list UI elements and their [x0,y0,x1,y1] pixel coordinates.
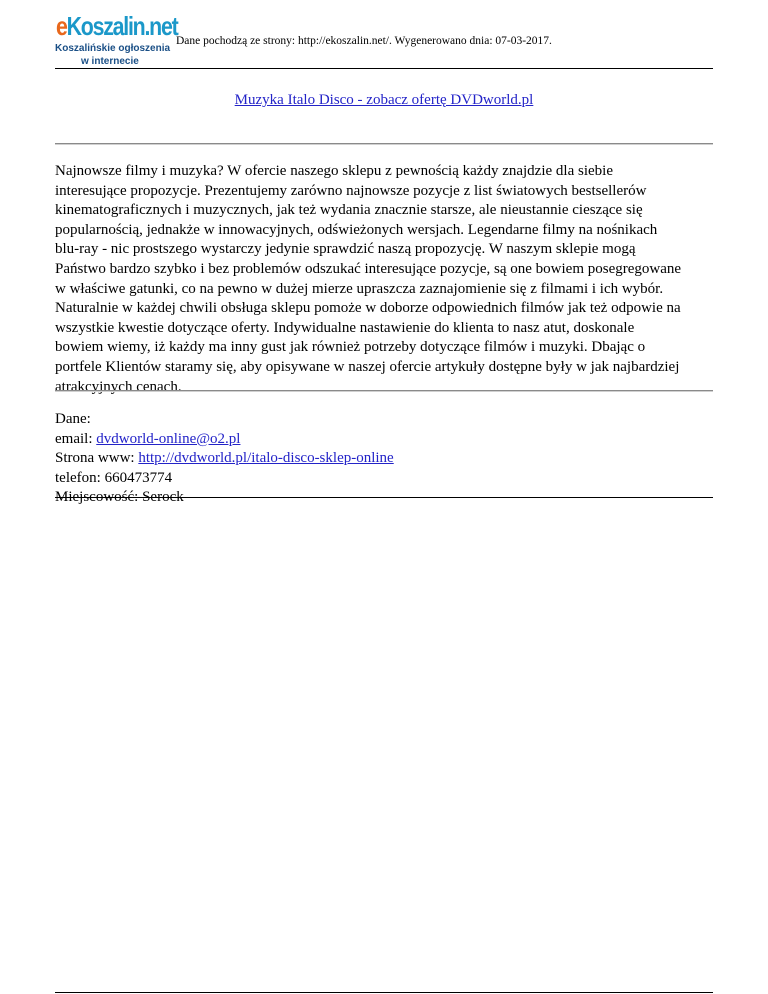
description-line: blu-ray - nic prostszego wystarczy jedynie sprawdzić naszą propozycję. W naszym sklepie mogą [55,241,636,258]
email-link[interactable]: dvdworld-online@o2.pl [96,430,241,447]
description-divider [55,390,713,392]
header-divider [55,68,713,69]
email-label: email: [55,430,97,447]
city-value: Serock [142,489,184,506]
logo-tagline-line2: w internecie [81,56,139,67]
contact-divider [55,497,713,498]
ekoszalin-logo[interactable] [55,11,178,68]
description-line: kinematograficznych i muzycznych, jak też wydania znacznie starsze, ale nieustannie cieszące się [55,202,643,219]
city-label: Miejscowość: [55,489,143,506]
description-line: portfele Klientów staramy się, aby opisywane w naszej ofercie artykuły dostępne były w jak najbardziej [55,358,680,375]
title-divider [55,143,713,145]
logo-tagline-line1: Koszalińskie ogłoszenia [55,43,171,54]
description-line: atrakcyjnych cenach. [55,378,182,395]
contact-details [55,410,713,508]
www-label: Strona www: [55,450,139,467]
description-line: Naturalnie w każdej chwili obsługa sklepu pomoże w doborze odpowiednich filmów jak też odpowie na [55,300,681,317]
logo-wordmark: eKoszalin.net [56,11,178,41]
offer-title [0,92,768,109]
description-line: popularnością, jednakże w innowacyjnych, odświeżonych wersjach. Legendarne filmy na nośnikach [55,221,658,238]
description-line: Państwo bardzo szybko i bez problemów odszukać interesujące pozycje, są one bowiem posegregowane [55,260,682,277]
source-info-text: Dane pochodzą ze strony: http://ekoszalin.net/. Wygenerowano dnia: 07-03-2017. [176,35,552,47]
phone-value: 660473774 [104,469,173,486]
contact-email-row [55,430,713,450]
description-line: w właściwe gatunki, co na pewno w dużej mierze upraszcza zaznajomienie się z filmami i ich wybór. [55,280,664,297]
contact-www-row [55,449,713,469]
page-header [55,11,713,68]
description-line: interesujące propozycje. Prezentujemy zarówno najnowsze pozycje z list światowych bestsellerów [55,182,647,199]
offer-title-link[interactable]: Muzyka Italo Disco - zobacz ofertę DVDworld.pl [234,92,534,108]
footer-divider [55,992,713,993]
website-link[interactable]: http://dvdworld.pl/italo-disco-sklep-online [138,450,394,467]
offer-description [55,162,713,397]
description-line: Najnowsze filmy i muzyka? W ofercie naszego sklepu z pewnością każdy znajdzie dla siebie [55,163,613,179]
contact-heading: Dane: [55,411,91,427]
contact-phone-row [55,469,713,489]
phone-label: telefon: [55,469,105,486]
contact-city-row [55,488,713,508]
description-line: wszystkie kwestie dotyczące oferty. Indywidualne nastawienie do klienta to nasz atut, doskonale [55,319,635,336]
description-line: bowiem wiemy, iż każdy ma inny gust jak również potrzeby dotyczące filmów i muzyki. Dbając o [55,339,646,356]
